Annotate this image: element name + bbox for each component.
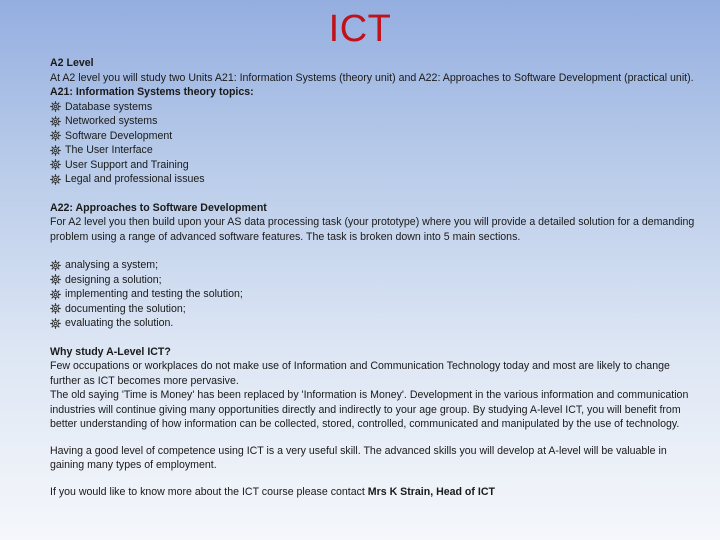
contact-name: Mrs K Strain, Head of ICT [367, 485, 495, 498]
a22-item [50, 258, 698, 273]
a21-list [50, 100, 698, 187]
gear-icon [50, 274, 61, 285]
gear-icon [50, 116, 61, 127]
gear-icon [50, 130, 61, 141]
a22-item [50, 287, 698, 302]
a22-item-label: evaluating the solution. [65, 317, 174, 329]
a22-item-label: documenting the solution; [65, 302, 186, 315]
a22-item-label: implementing and testing the solution; [65, 288, 243, 300]
a21-heading: A21: Information Systems theory topics: [50, 86, 254, 98]
gear-icon [50, 318, 61, 329]
a22-list [50, 258, 698, 331]
document-body [50, 56, 698, 499]
a21-item-label: The User Interface [65, 144, 153, 156]
a21-item-label: Software Development [65, 129, 173, 142]
intro-text: At A2 level you will study two Units A21: Information Systems (theory unit) and A22: Approaches to Software Development (practical unit). [50, 71, 694, 84]
why-paragraph-1: Few occupations or workplaces do not make use of Information and Communication Technology today and most are likely to change further as ICT becomes more pervasive. [50, 360, 670, 387]
a21-item [50, 143, 698, 158]
a21-item [50, 100, 698, 115]
a22-heading: A22: Approaches to Software Development [50, 201, 267, 214]
contact-lead: If you would like to know more about the ICT course please contact [50, 485, 368, 498]
gear-icon [50, 303, 61, 314]
gear-icon [50, 174, 61, 185]
a21-item [50, 172, 698, 187]
a21-item [50, 129, 698, 144]
a22-item-label: designing a solution; [65, 273, 162, 286]
a22-item [50, 316, 698, 331]
a21-item-label: User Support and Training [65, 158, 189, 171]
gear-icon [50, 101, 61, 112]
gear-icon [50, 289, 61, 300]
a22-text: For A2 level you then build upon your AS data processing task (your prototype) where you will provide a detailed solution for a demanding problem using a range of advanced software features. The task is broken down into 5 main sections. [50, 216, 695, 243]
gear-icon [50, 260, 61, 271]
level-heading: A2 Level [50, 57, 94, 69]
why-heading: Why study A-Level ICT? [50, 345, 171, 358]
a21-item-label: Legal and professional issues [65, 173, 205, 185]
a22-item-label: analysing a system; [65, 259, 159, 271]
gear-icon [50, 145, 61, 156]
a21-item-label: Database systems [65, 100, 153, 113]
a21-item-label: Networked systems [65, 115, 158, 127]
a21-item [50, 114, 698, 129]
why-paragraph-3: Having a good level of competence using ICT is a very useful skill. The advanced skills you will develop at A-level will be valuable in gaining many types of employment. [50, 444, 667, 471]
a21-item [50, 158, 698, 173]
a22-item [50, 302, 698, 317]
gear-icon [50, 159, 61, 170]
contact-text [50, 485, 698, 500]
why-paragraph-2: The old saying 'Time is Money' has been replaced by 'Information is Money'. Development in the various information and communication industries will continue giving many opportunities directly and indirectly to your age group. By studying A-level ICT, you will benefit from better understanding of how information can be collected, stored, controlled, communicated and manipulated by the use of technology. [50, 389, 689, 430]
page-title: ICT [328, 8, 392, 50]
a22-item [50, 273, 698, 288]
